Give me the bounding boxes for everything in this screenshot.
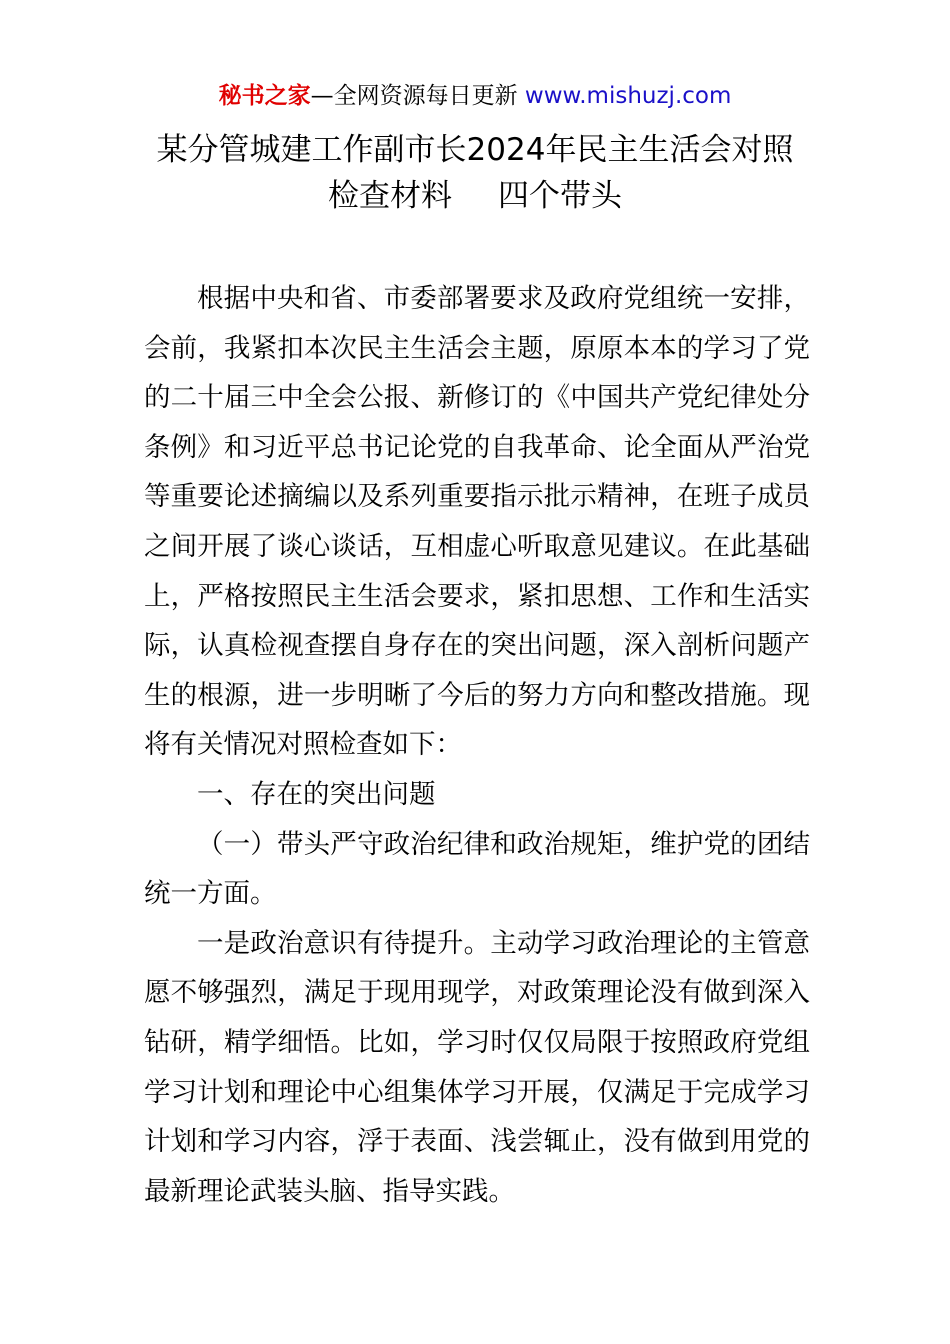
subsection-heading-1: （一）带头严守政治纪律和政治规矩，维护党的团结统一方面。	[144, 828, 810, 910]
section-heading-1: 一、存在的突出问题	[197, 778, 436, 810]
body-paragraph-intro: 根据中央和省、市委部署要求及政府党组统一安排，会前，我紧扣本次民主生活会主题，原原本本的学习了党的二十届三中全会公报、新修订的《中国共产党纪律处分条例》和习近平总书记论党的自我革命、论全面从严治党等重要论述摘编以及系列重要指示批示精神，在班子成员之间开展了谈心谈话，互相虚心听取意见建议。在此基础上，严格按照民主生活会要求，紧扣思想、工作和生活实际，认真检视查摆自身存在的突出问题，深入剖析问题产生的根源，进一步明晰了今后的努力方向和整改措施。现将有关情况对照检查如下：	[144, 283, 810, 761]
site-brand: 秘书之家	[218, 83, 311, 109]
title-line-2	[0, 173, 950, 219]
document-title	[0, 127, 950, 219]
title-line-2-part-2: 四个带头	[498, 178, 622, 214]
site-url-link[interactable]: www.mishuzj.com	[524, 83, 732, 109]
site-header	[0, 80, 950, 112]
site-tagline: —全网资源每日更新	[310, 83, 518, 109]
title-line-1: 某分管城建工作副市长2024年民主生活会对照	[156, 132, 794, 168]
title-line-2-part-1: 检查材料	[328, 178, 452, 214]
document-body	[144, 274, 810, 1216]
body-paragraph-point-1: 一是政治意识有待提升。主动学习政治理论的主管意愿不够强烈，满足于现用现学，对政策理论没有做到深入钻研，精学细悟。比如，学习时仅仅局限于按照政府党组学习计划和理论中心组集体学习开展，仅满足于完成学习计划和学习内容，浮于表面、浅尝辄止，没有做到用党的最新理论武装头脑、指导实践。	[144, 927, 810, 1207]
